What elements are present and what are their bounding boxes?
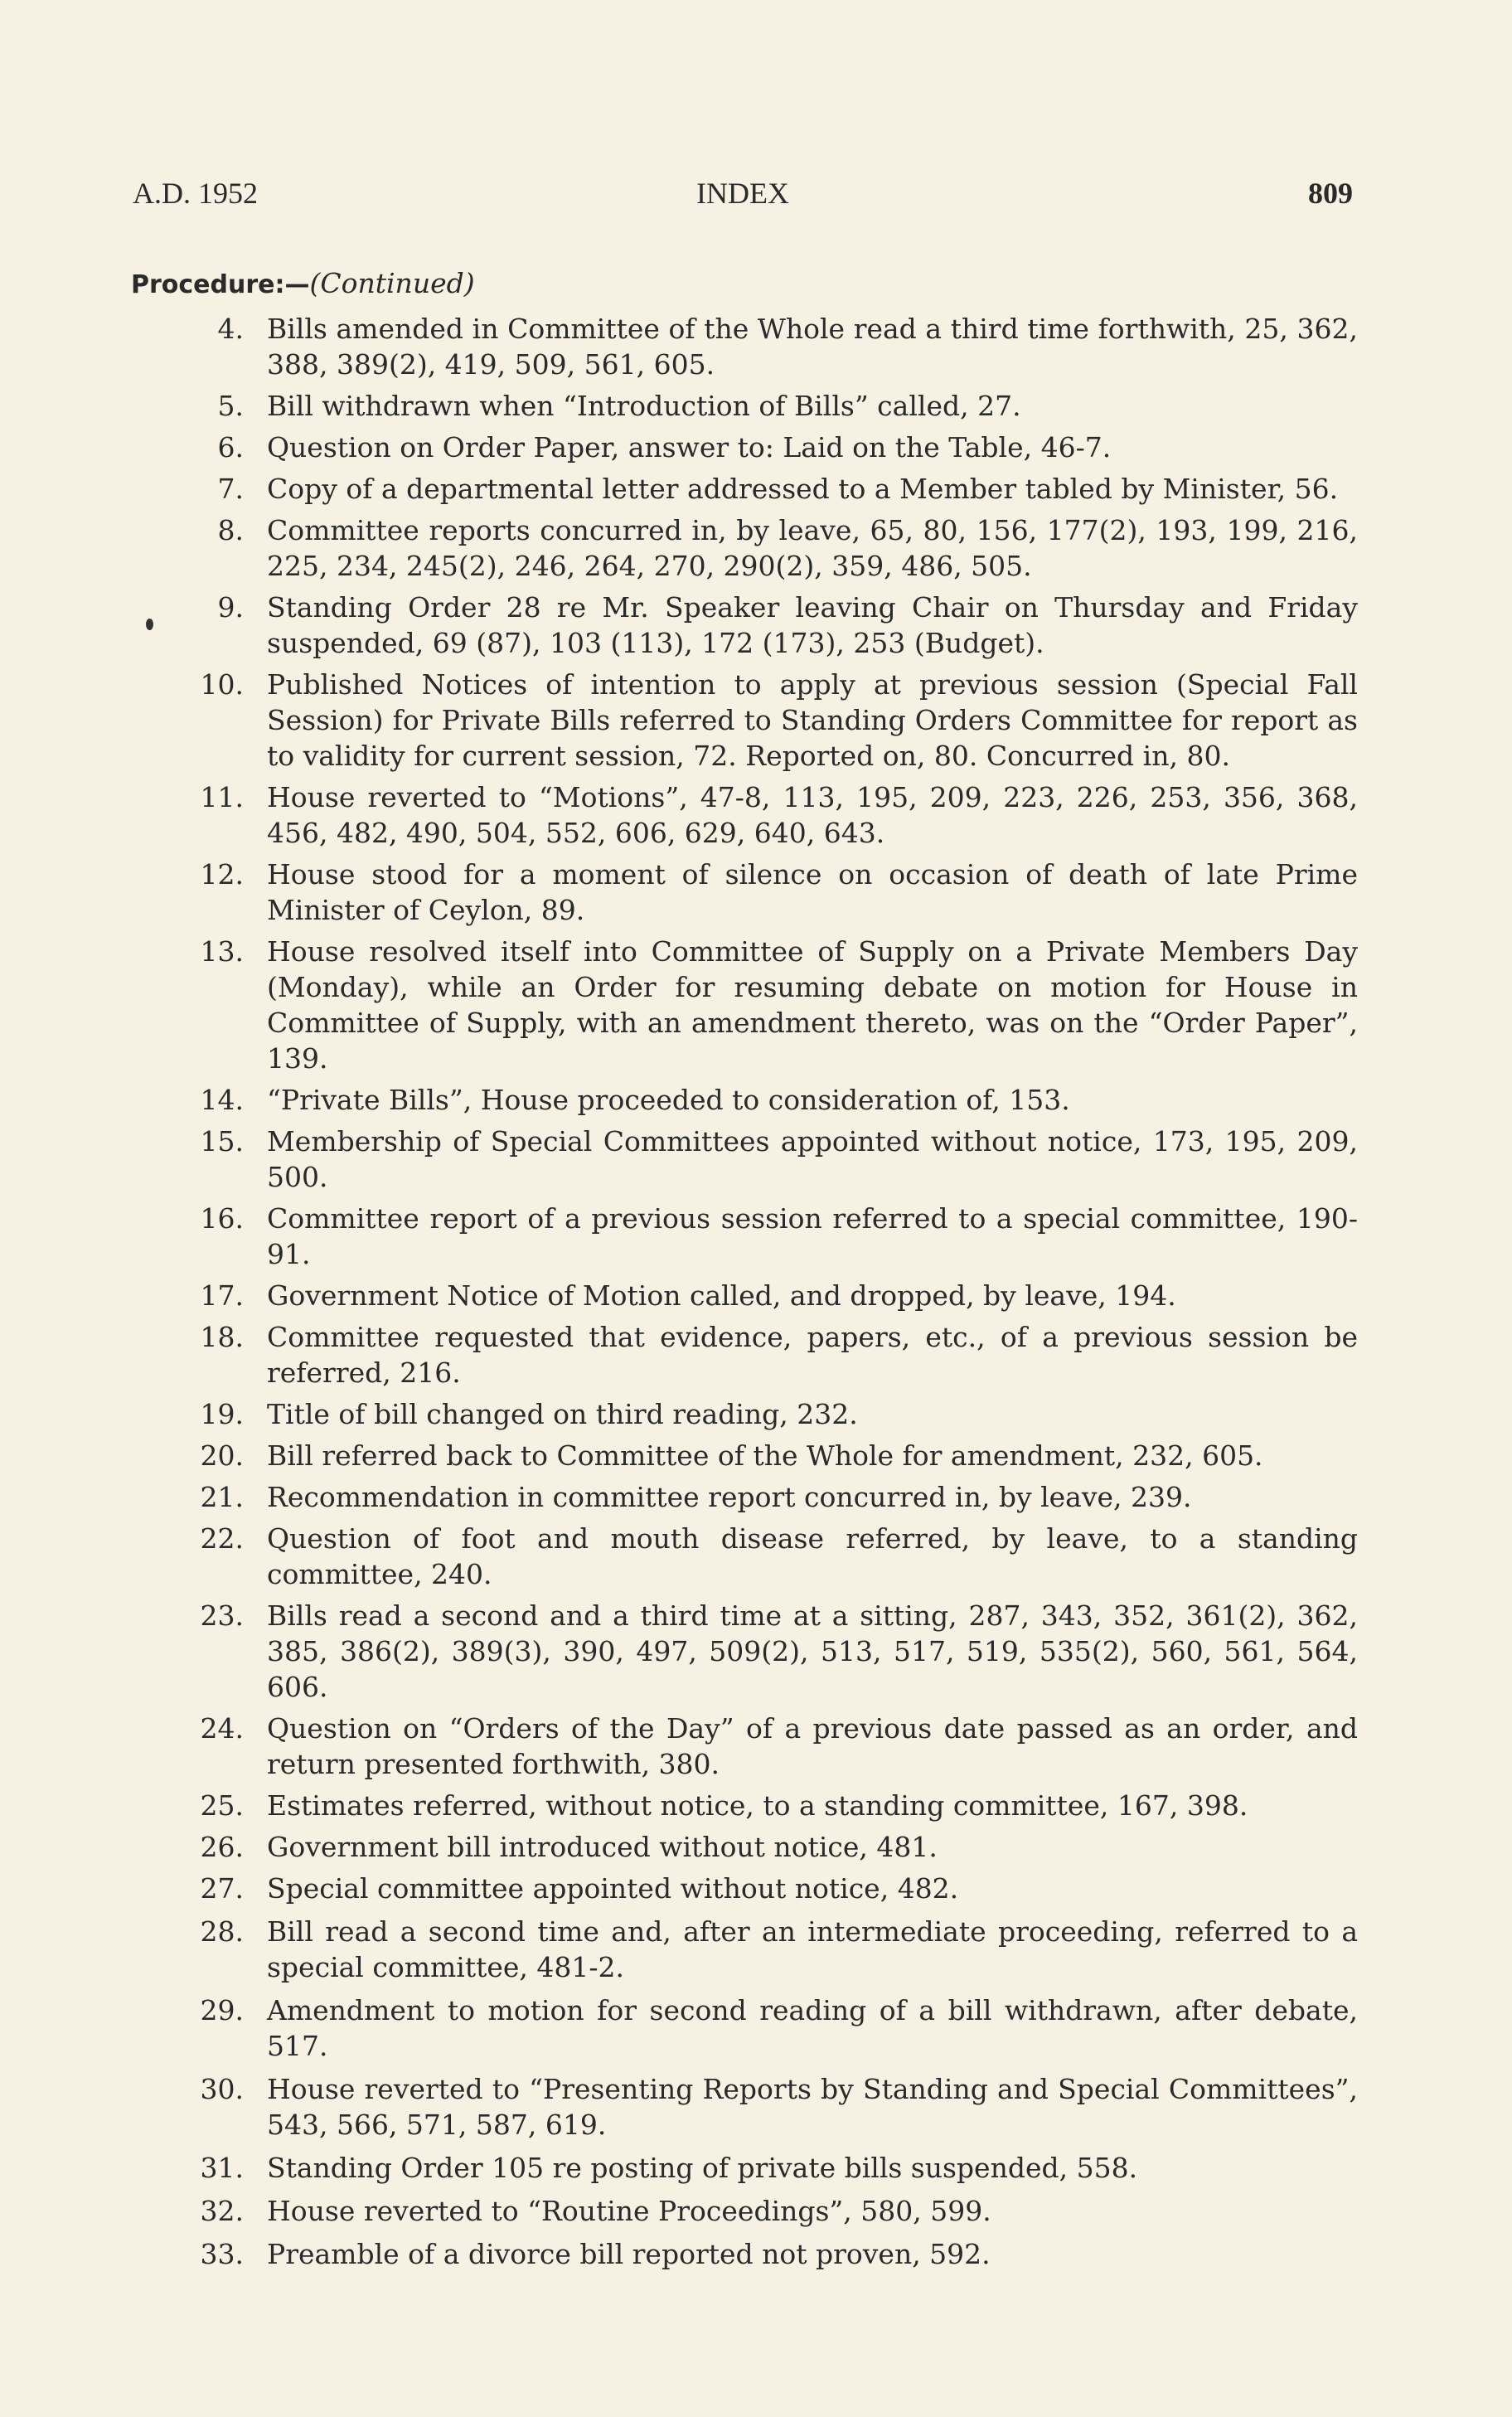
entry-text: Standing Order 28 re Mr. Speaker leaving Chair on Thursday and Friday suspended, 69 (87), 103 (113), 172 (173), 253 (Budget). <box>267 591 1358 659</box>
index-entry <box>0 1598 1358 1705</box>
header-title: INDEX <box>696 177 789 210</box>
entry-number: 11. <box>200 781 244 813</box>
header-year: A.D. 1952 <box>133 177 258 210</box>
index-entry <box>0 1319 1358 1391</box>
index-entry <box>0 779 1358 851</box>
entry-number: 6. <box>217 431 244 464</box>
index-entry <box>0 590 1358 661</box>
index-entry <box>0 2193 1358 2229</box>
index-entry <box>0 1479 1358 1515</box>
entry-number: 13. <box>200 935 244 968</box>
entry-number: 27. <box>200 1872 244 1905</box>
entry-number: 20. <box>200 1439 244 1472</box>
entry-number: 23. <box>200 1599 244 1632</box>
index-entry <box>0 1788 1358 1823</box>
entry-text: Committee report of a previous session referred to a special committee, 190-91. <box>267 1202 1358 1270</box>
entry-text: Special committee appointed without notice, 482. <box>267 1872 959 1905</box>
entry-number: 8. <box>217 514 244 546</box>
index-entry <box>0 1438 1358 1473</box>
entry-number: 5. <box>217 390 244 422</box>
index-entry <box>0 2150 1358 2186</box>
index-entry <box>0 1914 1358 1985</box>
entry-text: Bills read a second and a third time at a sitting, 287, 343, 352, 361(2), 362, 385, 386(2), 389(3), 390, 497, 509(2), 513, 517, 519, 535(2), 560, 561, 564, 606. <box>267 1599 1358 1703</box>
entry-number: 15. <box>200 1125 244 1158</box>
section-title: Procedure:— <box>131 270 310 299</box>
entry-number: 18. <box>200 1321 244 1353</box>
entry-number: 19. <box>200 1398 244 1430</box>
index-entry <box>0 1201 1358 1272</box>
entry-text: House resolved itself into Committee of Supply on a Private Members Day (Monday), while an Order for resuming debate on motion for House in Committee of Supply, with an amendment thereto, was on the “Order Paper”, 139. <box>267 935 1358 1075</box>
index-entry <box>0 1278 1358 1313</box>
index-entry <box>0 1082 1358 1118</box>
entry-text: House reverted to “Motions”, 47-8, 113, 195, 209, 223, 226, 253, 356, 368, 456, 482, 490, 504, 552, 606, 629, 640, 643. <box>267 781 1358 849</box>
index-entry <box>0 1992 1358 2064</box>
index-entry <box>0 934 1358 1076</box>
index-entry <box>0 667 1358 774</box>
section-continued: (Continued) <box>309 267 475 299</box>
index-entry <box>0 1124 1358 1195</box>
index-entry <box>0 471 1358 507</box>
entry-text: Government bill introduced without notice, 481. <box>267 1831 938 1863</box>
index-entry <box>0 857 1358 928</box>
entry-number: 16. <box>200 1202 244 1235</box>
entry-text: House stood for a moment of silence on occasion of death of late Prime Minister of Ceylon, 89. <box>267 858 1358 926</box>
entry-number: 32. <box>200 2195 244 2227</box>
entry-text: Recommendation in committee report concurred in, by leave, 239. <box>267 1481 1192 1513</box>
entry-text: Published Notices of intention to apply at previous session (Special Fall Session) for Private Bills referred to Standing Orders Committee for report as to validity for current session, 72. Reported on, 80. Concurred in, 80. <box>267 668 1358 772</box>
entry-text: “Private Bills”, House proceeded to consideration of, 153. <box>267 1084 1070 1116</box>
entry-number: 24. <box>200 1712 244 1745</box>
index-entry <box>0 388 1358 424</box>
entry-number: 26. <box>200 1831 244 1863</box>
entry-number: 21. <box>200 1481 244 1513</box>
entry-text: Amendment to motion for second reading of a bill withdrawn, after debate, 517. <box>267 1994 1358 2062</box>
entry-number: 30. <box>200 2073 244 2105</box>
index-entry <box>0 1521 1358 1592</box>
page-number: 809 <box>1308 177 1353 210</box>
entry-number: 33. <box>200 2238 244 2270</box>
index-entry <box>0 1829 1358 1865</box>
index-entry <box>0 2071 1358 2143</box>
entry-text: House reverted to “Routine Proceedings”, 580, 599. <box>267 2195 991 2227</box>
entry-number: 28. <box>200 1915 244 1948</box>
entry-text: Question on Order Paper, answer to: Laid on the Table, 46-7. <box>267 431 1112 464</box>
entry-number: 25. <box>200 1789 244 1822</box>
entry-text: Bill referred back to Committee of the Whole for amendment, 232, 605. <box>267 1439 1263 1472</box>
index-entry <box>0 311 1358 382</box>
entry-text: Question of foot and mouth disease referred, by leave, to a standing committee, 240. <box>267 1522 1358 1590</box>
entry-number: 12. <box>200 858 244 891</box>
entry-text: Title of bill changed on third reading, 232. <box>267 1398 858 1430</box>
entry-number: 10. <box>200 668 244 701</box>
entry-text: Bills amended in Committee of the Whole read a third time forthwith, 25, 362, 388, 389(2), 419, 509, 561, 605. <box>267 313 1358 381</box>
entry-text: Standing Order 105 re posting of private bills suspended, 558. <box>267 2152 1138 2184</box>
entry-number: 17. <box>200 1279 244 1312</box>
entry-text: Government Notice of Motion called, and dropped, by leave, 194. <box>267 1279 1176 1312</box>
index-entry <box>0 1396 1358 1432</box>
entry-number: 29. <box>200 1994 244 2026</box>
page-header <box>133 176 1353 217</box>
entry-text: Committee requested that evidence, papers, etc., of a previous session be referred, 216. <box>267 1321 1358 1389</box>
entry-number: 7. <box>217 473 244 505</box>
entry-number: 22. <box>200 1522 244 1555</box>
index-entry-list <box>0 305 1512 2272</box>
entry-text: House reverted to “Presenting Reports by Standing and Special Committees”, 543, 566, 571, 587, 619. <box>267 2073 1358 2141</box>
entry-text: Bill read a second time and, after an intermediate proceeding, referred to a special committee, 481-2. <box>267 1915 1358 1983</box>
entry-number: 31. <box>200 2152 244 2184</box>
index-entry <box>0 2236 1358 2272</box>
entry-number: 9. <box>217 591 244 624</box>
section-heading <box>131 267 475 299</box>
index-entry <box>0 1711 1358 1782</box>
entry-text: Bill withdrawn when “Introduction of Bills” called, 27. <box>267 390 1021 422</box>
entry-text: Membership of Special Committees appointed without notice, 173, 195, 209, 500. <box>267 1125 1358 1193</box>
index-entry <box>0 512 1358 584</box>
entry-number: 4. <box>217 313 244 345</box>
entry-text: Preamble of a divorce bill reported not proven, 592. <box>267 2238 991 2270</box>
entry-text: Question on “Orders of the Day” of a previous date passed as an order, and return presented forthwith, 380. <box>267 1712 1358 1780</box>
entry-text: Estimates referred, without notice, to a standing committee, 167, 398. <box>267 1789 1248 1822</box>
entry-text: Copy of a departmental letter addressed to a Member tabled by Minister, 56. <box>267 473 1339 505</box>
entry-text: Committee reports concurred in, by leave, 65, 80, 156, 177(2), 193, 199, 216, 225, 234, 245(2), 246, 264, 270, 290(2), 359, 486, 505. <box>267 514 1358 582</box>
entry-number: 14. <box>200 1084 244 1116</box>
index-entry <box>0 1871 1358 1906</box>
index-entry <box>0 430 1358 465</box>
